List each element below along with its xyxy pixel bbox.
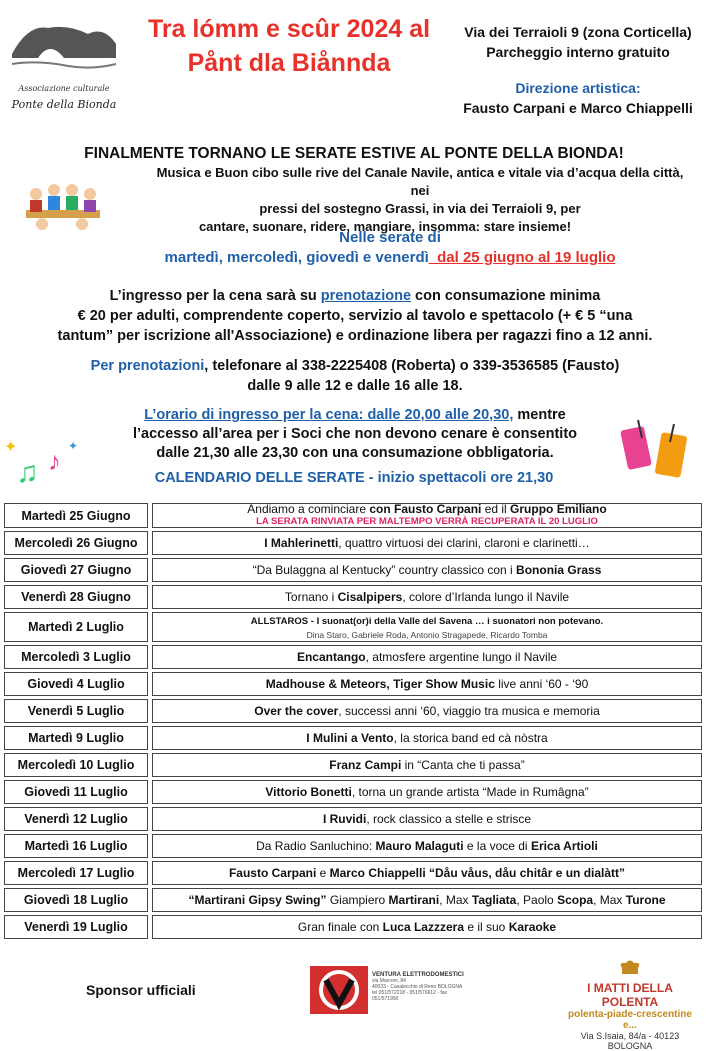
members-hours: dalle 21,30 alle 23,30 con una consumazione obbligatoria. xyxy=(156,445,554,461)
entry-text: con consumazione minima xyxy=(411,288,601,304)
event-date: Martedì 25 Giugno xyxy=(4,503,148,528)
event-description: I Mahlerinetti, quattro virtuosi dei clarini, claroni e clarinetti… xyxy=(152,531,702,555)
event-date: Mercoledì 26 Giugno xyxy=(4,531,148,555)
event-date: Mercoledì 3 Luglio xyxy=(4,645,148,669)
event-description: Da Radio Sanluchino: Mauro Malaguti e la voce di Erica Artioli xyxy=(152,834,702,858)
page-title xyxy=(118,12,460,80)
evenings-days: martedì, mercoledì, giovedì e venerdì xyxy=(164,249,429,266)
table-row xyxy=(4,915,702,939)
parking-line: Parcheggio interno gratuito xyxy=(486,44,670,60)
event-description: I Mulini a Vento, la storica band ed cà nòstra xyxy=(152,726,702,750)
sponsor-label: Sponsor ufficiali xyxy=(86,982,196,998)
entry-info xyxy=(10,286,700,346)
evenings-info xyxy=(100,228,680,268)
logo-subtitle: Associazione culturale xyxy=(18,84,110,93)
table-row xyxy=(4,699,702,723)
event-description: Over the cover, successi anni ‘60, viaggio tra musica e memoria xyxy=(152,699,702,723)
schedule-info xyxy=(70,406,640,463)
event-description: Encantango, atmosfere argentine lungo il Navile xyxy=(152,645,702,669)
address-line: Via dei Terraioli 9 (zona Corticella) xyxy=(464,24,692,40)
event-description: Tornano i Cisalpipers, colore d’Irlanda lungo il Navile xyxy=(152,585,702,609)
association-logo xyxy=(8,14,120,114)
table-row xyxy=(4,612,702,642)
intro-line: Musica e Buon cibo sulle rive del Canale Navile, antica e vitale via d’acqua della città, nei xyxy=(156,165,684,198)
entry-price: € 20 per adulti, comprendente coperto, servizio al tavolo e spettacolo (+ € 5 “una xyxy=(77,308,633,324)
title-line-2: Pånt dla Biånnda xyxy=(187,49,391,77)
event-date: Giovedì 11 Luglio xyxy=(4,780,148,804)
sponsor-address: via Marconi, 84 xyxy=(372,978,406,984)
entry-text: L’ingresso per la cena sarà su xyxy=(109,288,321,304)
calendar-heading: CALENDARIO DELLE SERATE - inizio spettacoli ore 21,30 xyxy=(154,470,554,486)
table-row xyxy=(4,888,702,912)
chef-hat-icon xyxy=(618,960,642,976)
table-row xyxy=(4,531,702,555)
table-row xyxy=(4,780,702,804)
event-description: Madhouse & Meteors, Tiger Show Music live anni ‘60 - ‘90 xyxy=(152,672,702,696)
dining-people-icon xyxy=(22,180,104,232)
matti-sponsor xyxy=(560,960,700,1051)
table-row xyxy=(4,726,702,750)
booking-label: Per prenotazioni xyxy=(90,358,205,374)
intro-text xyxy=(150,164,690,236)
event-description: “Da Bulaggna al Kentucky” country classico con i Bononia Grass xyxy=(152,558,702,582)
direction-label: Direzione artistica: xyxy=(515,80,641,96)
table-row xyxy=(4,503,702,528)
entry-extra: tantum” per iscrizione all'Associazione) e ordinazione libera per ragazzi fino a 12 anni. xyxy=(57,328,653,344)
event-description: I Ruvidi, rock classico a stelle e strisce xyxy=(152,807,702,831)
bridge-logo-icon xyxy=(8,14,120,82)
evenings-line-1: Nelle serate di xyxy=(339,229,441,246)
event-date: Giovedì 27 Giugno xyxy=(4,558,148,582)
ventura-details xyxy=(372,972,472,1002)
event-date: Martedì 9 Luglio xyxy=(4,726,148,750)
event-date: Giovedì 18 Luglio xyxy=(4,888,148,912)
logo-name: Ponte della Bionda xyxy=(11,98,117,111)
svg-text:✦: ✦ xyxy=(4,439,18,456)
table-row xyxy=(4,645,702,669)
svg-text:♫: ♫ xyxy=(16,456,39,489)
table-row xyxy=(4,807,702,831)
venue-address xyxy=(452,22,704,62)
sponsor-phone: tel 051/572218 - 051/576612 - fax 051/571990 xyxy=(372,990,448,1002)
schedule-table xyxy=(4,500,702,942)
event-description: ALLSTAROS - I suonat(or)i della Valle del Savena … i suonatori non potevano. Dina Staro, Gabriele Roda, Antonio Stragapede, Ricardo Tomba xyxy=(152,612,702,642)
event-date: Venerdì 5 Luglio xyxy=(4,699,148,723)
ventura-logo-icon xyxy=(310,966,368,1014)
artistic-direction xyxy=(452,78,704,118)
event-description: Andiamo a cominciare con Fausto Carpani ed il Gruppo Emiliano LA SERATA RINVIATA PER MALTEMPO VERRÀ RECUPERATA IL 20 LUGLIO xyxy=(152,503,702,528)
event-date: Venerdì 12 Luglio xyxy=(4,807,148,831)
event-description: Vittorio Bonetti, torna un grande artista “Made in Rumâgna” xyxy=(152,780,702,804)
event-description: Franz Campi in “Canta che ti passa” xyxy=(152,753,702,777)
sponsor-city: 40033 - Casalecchio di Reno BOLOGNA xyxy=(372,984,463,990)
event-description: “Martirani Gipsy Swing” Giampiero Martirani, Max Tagliata, Paolo Scopa, Max Turone xyxy=(152,888,702,912)
intro-line: pressi del sostegno Grassi, in via dei Terraioli 9, per xyxy=(259,201,581,216)
svg-text:✦: ✦ xyxy=(68,439,79,453)
sponsor-address: Via S.Isaia, 84/a - 40123 BOLOGNA xyxy=(580,1031,680,1051)
table-row xyxy=(4,861,702,885)
booking-link: prenotazione xyxy=(320,288,412,304)
table-row xyxy=(4,585,702,609)
event-description: Gran finale con Luca Lazzzera e il suo Karaoke xyxy=(152,915,702,939)
table-row xyxy=(4,834,702,858)
sponsor-name: I MATTI DELLA POLENTA xyxy=(587,981,673,1009)
event-description: Fausto Carpani e Marco Chiappelli “Dåu våus, dåu chitâr e un dialàtt” xyxy=(152,861,702,885)
booking-hours: dalle 9 alle 12 e dalle 16 alle 18. xyxy=(247,378,463,394)
booking-info xyxy=(10,356,700,396)
svg-text:♪: ♪ xyxy=(48,446,61,476)
direction-names: Fausto Carpani e Marco Chiappelli xyxy=(463,100,693,116)
sponsor-name: VENTURA ELETTRODOMESTICI xyxy=(372,972,464,978)
event-date: Mercoledì 17 Luglio xyxy=(4,861,148,885)
sponsor-tagline: polenta-piade-crescentine e... xyxy=(568,1009,692,1031)
event-date: Venerdì 28 Giugno xyxy=(4,585,148,609)
members-access: l’accesso all’area per i Soci che non devono cenare è consentito xyxy=(132,426,578,442)
event-date: Venerdì 19 Luglio xyxy=(4,915,148,939)
event-date: Martedì 2 Luglio xyxy=(4,612,148,642)
event-date: Martedì 16 Luglio xyxy=(4,834,148,858)
evenings-range: _dal 25 giugno al 19 luglio xyxy=(428,249,616,266)
event-date: Mercoledì 10 Luglio xyxy=(4,753,148,777)
event-date: Giovedì 4 Luglio xyxy=(4,672,148,696)
dinner-hours: L’orario di ingresso per la cena: dalle 20,00 alle 20,30, xyxy=(144,407,514,423)
intro-line: cantare, suonare, ridere, mangiare, insomma: stare insieme! xyxy=(198,219,572,234)
title-line-1: Tra lómm e scûr 2024 al xyxy=(147,15,431,43)
schedule-text: mentre xyxy=(513,407,566,423)
headline: FINALMENTE TORNANO LE SERATE ESTIVE AL PONTE DELLA BIONDA! xyxy=(84,145,624,162)
booking-phones: , telefonare al 338-2225408 (Roberta) o 339-3536585 (Fausto) xyxy=(204,358,620,374)
table-row xyxy=(4,753,702,777)
table-row xyxy=(4,558,702,582)
postponed-notice: LA SERATA RINVIATA PER MALTEMPO VERRÀ RECUPERATA IL 20 LUGLIO xyxy=(256,516,598,527)
table-row xyxy=(4,672,702,696)
